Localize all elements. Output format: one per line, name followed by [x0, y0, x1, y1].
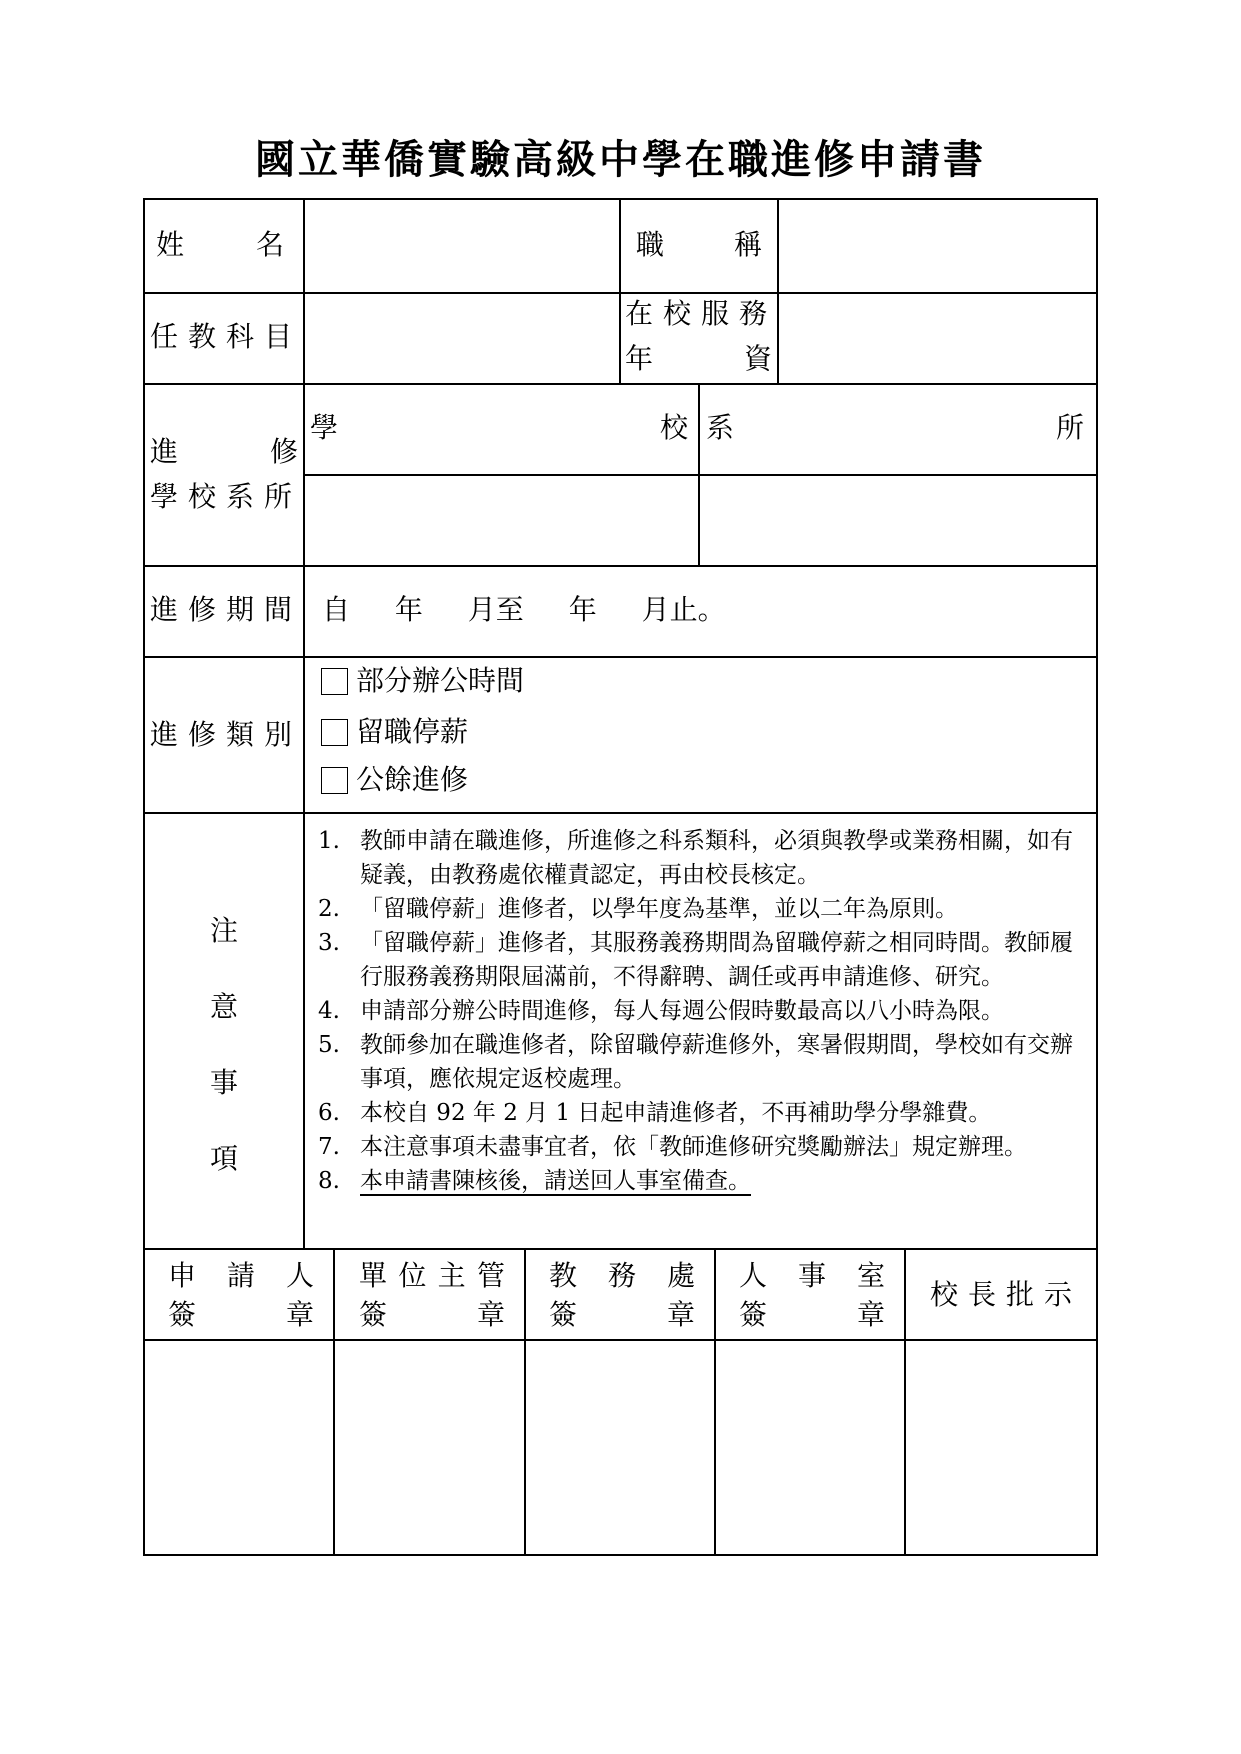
form-title: 國立華僑實驗高級中學在職進修申請書: [255, 137, 986, 183]
note-item: [318, 892, 1093, 926]
note-number: 6.: [318, 1100, 340, 1126]
category-option-part-time: 部分辦公時間: [356, 664, 525, 697]
checkbox-part-time[interactable]: [321, 668, 348, 695]
school-column-header: 學 校: [310, 411, 688, 444]
note-number: 7.: [318, 1134, 340, 1160]
note-item: [318, 1028, 1093, 1096]
name-label: 姓 名: [156, 228, 284, 261]
notes-list: [318, 824, 1093, 1198]
service-years-label-line2: 年 資: [625, 342, 772, 375]
signature-unit-head-line1: 單位主管: [359, 1259, 505, 1292]
note-number: 4.: [318, 998, 340, 1024]
signature-personnel-line2: 簽 章: [739, 1298, 885, 1331]
border-right: [1096, 198, 1098, 1556]
study-period-text: 自 年 月至 年 月止。: [322, 593, 726, 626]
row-line: [143, 656, 1098, 658]
note-number: 5.: [318, 1032, 340, 1058]
checkbox-leave-without-pay[interactable]: [321, 719, 348, 746]
note-item: [318, 1096, 1093, 1130]
signature-academic-affairs-line2: 簽 章: [549, 1298, 695, 1331]
row-line: [143, 565, 1098, 567]
job-title-label: 職 稱: [636, 228, 762, 261]
note-text: 「留職停薪」進修者，以學年度為基準，並以二年為原則。: [360, 896, 958, 922]
category-option-leave-without-pay: 留職停薪: [356, 715, 469, 748]
note-text: 教師參加在職進修者，除留職停薪進修外，寒暑假期間，學校如有交辦事項，應依規定返校處理。: [360, 1032, 1073, 1092]
signature-applicant-line1: 申 請 人: [168, 1259, 314, 1292]
note-text: 本注意事項未盡事宜者，依「教師進修研究獎勵辦法」規定辦理。: [360, 1134, 1027, 1160]
signature-personnel-line1: 人 事 室: [739, 1259, 885, 1292]
service-years-label-line1: 在校服務: [625, 297, 778, 330]
service-years-field[interactable]: [779, 294, 1095, 382]
school-field[interactable]: [305, 476, 697, 564]
department-field[interactable]: [700, 476, 1095, 564]
row-line: [143, 1248, 1098, 1250]
row-line: [143, 812, 1098, 814]
signature-box-academic-affairs[interactable]: [526, 1341, 713, 1553]
note-text: 「留職停薪」進修者，其服務義務期間為留職停薪之相同時間。教師履行服務義務期限屆滿前，不得辭聘、調任或再申請進修、研究。: [360, 930, 1073, 990]
study-school-label-line2: 學校系所: [150, 480, 303, 513]
note-item: [318, 926, 1093, 994]
study-school-label-line1: 進 修: [150, 435, 298, 468]
signature-academic-affairs-line1: 教 務 處: [549, 1259, 695, 1292]
signature-box-unit-head[interactable]: [335, 1341, 523, 1553]
signature-applicant-line2: 簽 章: [168, 1298, 314, 1331]
col-line: [619, 198, 621, 384]
signature-box-personnel[interactable]: [716, 1341, 903, 1553]
subject-field[interactable]: [305, 294, 618, 382]
note-number: 1.: [318, 828, 340, 854]
note-item: [318, 1164, 1093, 1198]
job-title-field[interactable]: [779, 200, 1095, 292]
note-item: [318, 824, 1093, 892]
note-item: [318, 1130, 1093, 1164]
note-text: 本校自 92 年 2 月 1 日起申請進修者，不再補助學分學雜費。: [360, 1100, 992, 1126]
note-text: 教師申請在職進修，所進修之科系類科，必須與教學或業務相關，如有疑義，由教務處依權責認定，再由校長核定。: [360, 828, 1073, 888]
subject-label: 任教科目: [150, 320, 303, 353]
signature-box-principal[interactable]: [906, 1341, 1095, 1553]
note-number: 2.: [318, 896, 340, 922]
signature-box-applicant[interactable]: [145, 1341, 332, 1553]
checkbox-off-duty[interactable]: [321, 767, 348, 794]
signature-unit-head-line2: 簽 章: [359, 1298, 505, 1331]
note-text: 本申請書陳核後，請送回人事室備查。: [360, 1168, 751, 1194]
name-field[interactable]: [305, 200, 618, 292]
study-period-label: 進修期間: [150, 593, 303, 626]
study-category-label: 進修類別: [150, 718, 303, 751]
category-option-off-duty: 公餘進修: [356, 763, 469, 796]
note-number: 8.: [318, 1168, 340, 1194]
border-bottom: [143, 1554, 1098, 1556]
department-column-header: 系 所: [706, 411, 1084, 444]
note-number: 3.: [318, 930, 340, 956]
notes-label: 注 意 事 項: [209, 914, 238, 1175]
principal-approval-label: 校長批示: [930, 1278, 1083, 1311]
note-text: 申請部分辦公時間進修，每人每週公假時數最高以八小時為限。: [360, 998, 1004, 1024]
note-item: [318, 994, 1093, 1028]
